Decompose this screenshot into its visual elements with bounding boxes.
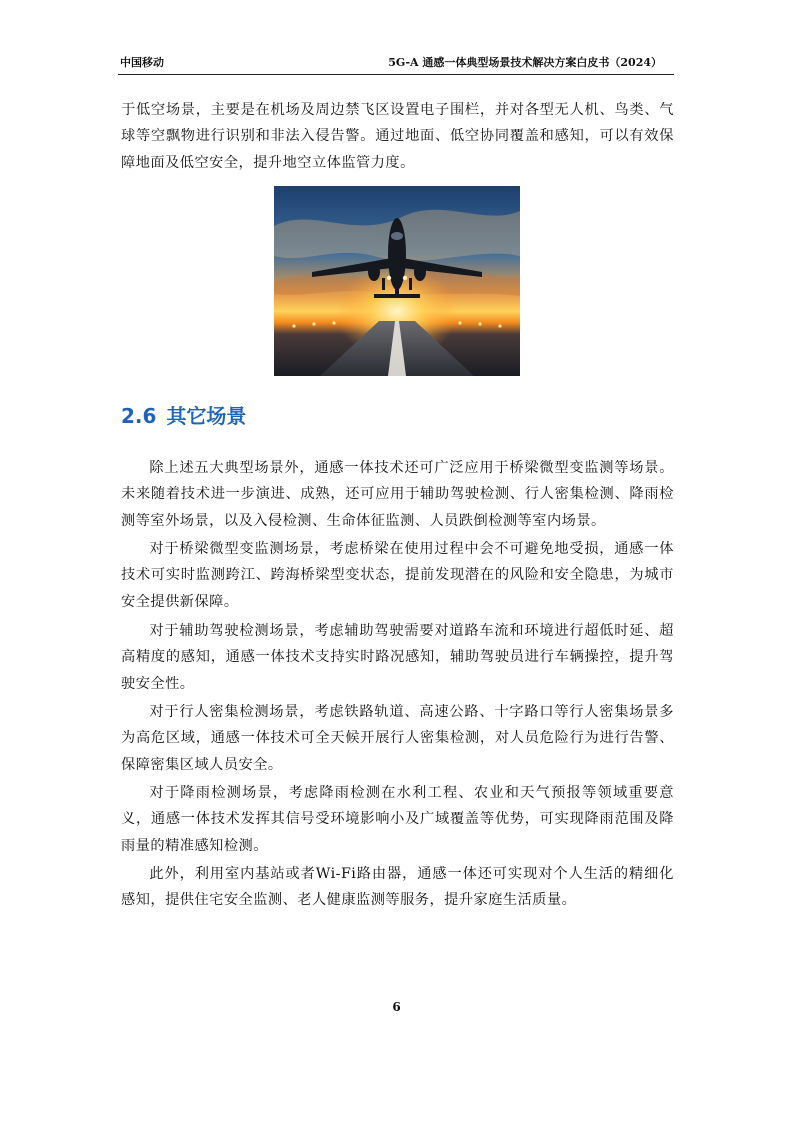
paragraph-assisted-driving: 对于辅助驾驶检测场景，考虑辅助驾驶需要对道路车流和环境进行超低时延、超高精度的感知，通感一体技术支持实时路况感知，辅助驾驶员进行车辆操控，提升驾驶安全性。 [121, 623, 674, 692]
section-title-text: 其它场景 [166, 404, 247, 428]
paragraph-crowd-detection: 对于行人密集检测场景，考虑铁路轨道、高速公路、十字路口等行人密集场景多为高危区域，通感一体技术可全天候开展行人密集检测，对人员危险行为进行告警、保障密集区域人员安全。 [121, 704, 674, 773]
paragraph-bridge-monitoring: 对于桥梁微型变监测场景，考虑桥梁在使用过程中会不可避免地受损，通感一体技术可实时监测跨江、跨海桥梁型变状态，提前发现潜在的风险和安全隐患，为城市安全提供新保障。 [121, 541, 674, 610]
airplane-takeoff-icon [274, 186, 520, 376]
paragraph-indoor-sensing: 此外，利用室内基站或者Wi-Fi路由器，通感一体还可实现对个人生活的精细化感知，提供住宅安全监测、老人健康监测等服务，提升家庭生活质量。 [121, 866, 674, 909]
paragraph-rainfall-detection: 对于降雨检测场景，考虑降雨检测在水利工程、农业和天气预报等领域重要意义，通感一体技术发挥其信号受环境影响小及广域覆盖等优势，可实现降雨范围及降雨量的精准感知检测。 [121, 785, 674, 854]
page-header [118, 54, 674, 75]
paragraph-overview: 除上述五大典型场景外，通感一体技术还可广泛应用于桥梁微型变监测等场景。未来随着技术进一步演进、成熟，还可应用于辅助驾驶检测、行人密集检测、降雨检测等室外场景，以及入侵检测、生命体征监测、人员跌倒检测等室内场景。 [121, 460, 674, 529]
header-doc-title: 5G-A 通感一体典型场景技术解决方案白皮书（2024） [388, 56, 662, 69]
section-number: 2.6 [121, 404, 157, 428]
section-heading [121, 400, 246, 429]
header-org: 中国移动 [120, 56, 164, 69]
airplane-runway-image [274, 186, 520, 376]
page-number: 6 [392, 1000, 401, 1014]
intro-paragraph: 于低空场景，主要是在机场及周边禁飞区设置电子围栏，并对各型无人机、鸟类、气球等空飘物进行识别和非法入侵告警。通过地面、低空协同覆盖和感知，可以有效保障地面及低空安全，提升地空立体监管力度。 [121, 102, 674, 171]
